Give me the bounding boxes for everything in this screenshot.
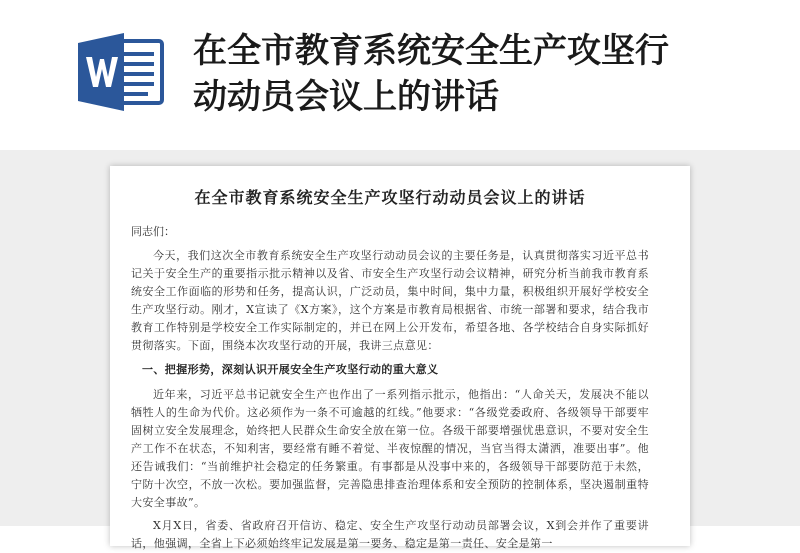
page-title-line-2: 动动员会议上的讲话 [193, 77, 499, 117]
section-heading-1: 一、把握形势，深刻认识开展安全生产攻坚行动的重大意义 [142, 363, 439, 376]
header [0, 0, 800, 150]
document-greeting: 同志们： [131, 225, 175, 238]
paragraph-intro: 今天，我们这次全市教育系统安全生产攻坚行动动员会议的主要任务是，认真贯彻落实习近平总书记关于安全生产的重要指示批示精神以及省、市安全生产攻坚行动会议精神，研究分析当前我市教育系统安全工作面临的形势和任务，提高认识，广泛动员，集中时间，集中力量，积极组织开展好学校安全生产攻坚行动。刚才，X宣读了《X方案》，这个方案是市教育局根据省、市统一部署和要求，结合我市教育工作特别是学校安全工作实际制定的，并已在网上公开发布，希望各地、各学校结合自身实际抓好贯彻落实。下面，围绕本次攻坚行动的开展，我讲三点意见： [131, 249, 649, 352]
paragraph-3: X月X日，省委、省政府召开信访、稳定、安全生产攻坚行动动员部署会议，X到会并作了重要讲话，他强调，全省上下必须始终牢记发展是第一要务、稳定是第一责任、安全是第一 [131, 519, 649, 550]
page-title-line-1: 在全市教育系统安全生产攻坚行 [193, 31, 669, 71]
word-icon [78, 33, 164, 111]
page-title [193, 28, 753, 120]
paragraph-2: 近年来，习近平总书记就安全生产也作出了一系列指示批示，他指出：“人命关天，发展决不能以牺牲人的生命为代价。这必须作为一条不可逾越的红线。”他要求：“各级党委政府、各级领导干部要牢固树立安全发展理念，始终把人民群众生命安全放在第一位。各级干部要增强忧患意识，不要对安全生产工作不在状态，不知利害，要经常有睡不着觉、半夜惊醒的情况，当官当得太潇洒，准要出事”。他还告诫我们：“当前维护社会稳定的任务繁重。有事都是从没事中来的，各级领导干部要防范于未然，宁防十次空，不放一次松。要加强监督，完善隐患排查治理体系和安全预防的控制体系，坚决遏制重特大安全事故”。 [131, 388, 649, 509]
document-title: 在全市教育系统安全生产攻坚行动动员会议上的讲话 [194, 188, 586, 207]
document-page [110, 166, 690, 550]
